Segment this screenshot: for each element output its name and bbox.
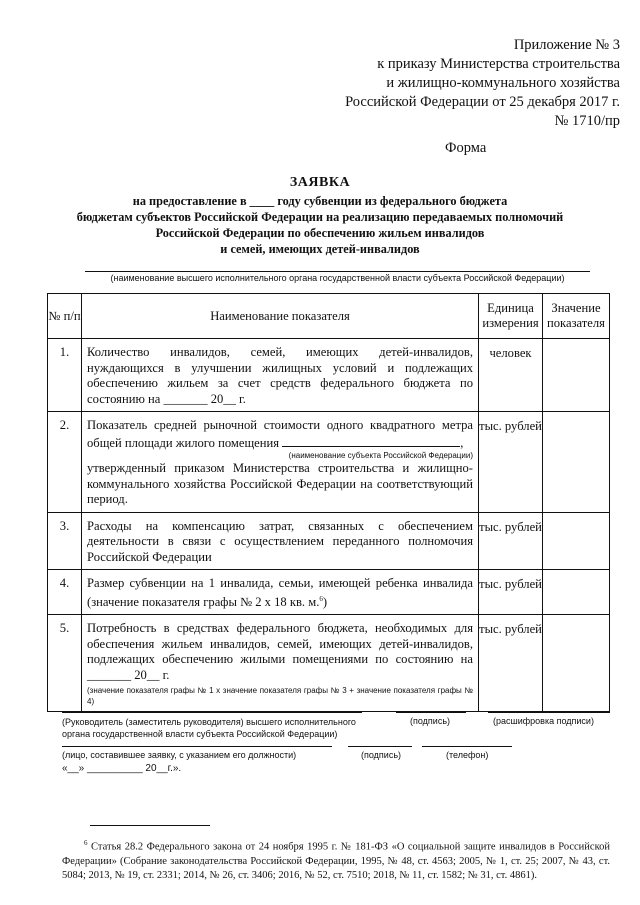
row-name-part: утвержденный приказом Министерства строительства и жилищно-коммунального хозяйства Российской Федерации на соответствующий период. bbox=[87, 461, 473, 506]
header-num: № п/п bbox=[48, 294, 82, 339]
organ-fill-line[interactable] bbox=[85, 271, 590, 272]
footnote bbox=[62, 836, 610, 883]
header-name: Наименование показателя bbox=[82, 294, 479, 339]
subject-caption: (наименование субъекта Российской Федерации) bbox=[288, 451, 473, 460]
footnote-separator bbox=[90, 825, 210, 826]
date-line[interactable]: «__» __________ 20__г.». bbox=[62, 763, 182, 774]
row-name-part: Потребность в средствах федерального бюджета, необходимых для обеспечения жильем инвалидов, семей, имеющих детей-инвалидов, подлежащих обеспечению жилыми помещениями по состоянию на _______ 20__ г. bbox=[87, 621, 473, 682]
subject-fill-line[interactable] bbox=[282, 434, 460, 447]
title-line: и семей, имеющих детей-инвалидов bbox=[220, 242, 420, 256]
row-name-part: ) bbox=[322, 594, 328, 609]
person-fill-line[interactable] bbox=[62, 746, 332, 747]
header-value: Значение показателя bbox=[543, 294, 610, 339]
row-unit: тыс. рублей bbox=[479, 570, 543, 615]
document-title bbox=[40, 175, 600, 257]
phone-caption: (телефон) bbox=[446, 750, 489, 760]
signature2-fill-line[interactable] bbox=[348, 746, 412, 747]
footnote-text: Статья 28.2 Федерального закона от 24 ноября 1995 г. № 181-ФЗ «О социальной защите инвалидов в Российской Федерации» (Собрание законодательства Российской Федерации, 1995, № 48, ст. 4563; 2005, № 1, ст. 25; 2007, № 43, ст. 5084; 2013, № 19, ст. 2331; 2014, № 26, ст. 3406; 2016, № 52, ст. 7510; 2018, № 11, ст. 1582; № 31, ст. 4861). bbox=[62, 841, 611, 881]
table-header-row bbox=[48, 294, 610, 339]
row-value-cell[interactable] bbox=[543, 570, 610, 615]
row-name: Расходы на компенсацию затрат, связанных с обеспечением деятельности в связи с осуществлением переданного полномочия Российской Федерации bbox=[82, 512, 479, 570]
table-row bbox=[48, 412, 610, 513]
table-row bbox=[48, 512, 610, 570]
row-value-cell[interactable] bbox=[543, 512, 610, 570]
row-num: 3. bbox=[48, 512, 82, 570]
appendix-line: Приложение № 3 bbox=[513, 37, 620, 53]
indicators-table bbox=[47, 293, 610, 712]
title-main: ЗАЯВКА bbox=[289, 175, 351, 190]
signature-caption: (подпись) bbox=[410, 716, 451, 726]
header-unit: Единица измерения bbox=[479, 294, 543, 339]
appendix-line: к приказу Министерства строительства bbox=[377, 56, 620, 72]
row-name-part: Показатель средней рыночной стоимости одного квадратного метра общей площади жилого помещения bbox=[87, 418, 473, 450]
signature2-caption: (подпись) bbox=[361, 750, 402, 760]
title-line: Российской Федерации по обеспечению жильем инвалидов bbox=[155, 226, 485, 240]
organ-caption: (наименование высшего исполнительного органа государственной власти субъекта Российской Федерации) bbox=[110, 273, 565, 283]
row-num: 5. bbox=[48, 615, 82, 712]
footnote-ref: 6 bbox=[319, 594, 323, 603]
row-name: Показатель средней рыночной стоимости одного квадратного метра общей площади жилого помещения , (наименование субъекта Российской Федерации) утвержденный приказом Министерства строительства и жилищно-коммунального хозяйства Российской Федерации на соответствующий период. bbox=[82, 412, 479, 513]
table-row bbox=[48, 615, 610, 712]
decoding-caption: (расшифровка подписи) bbox=[493, 716, 594, 726]
phone-fill-line[interactable] bbox=[422, 746, 512, 747]
row-value-cell[interactable] bbox=[543, 339, 610, 412]
appendix-line: и жилищно-коммунального хозяйства bbox=[386, 75, 620, 91]
row-value-cell[interactable] bbox=[543, 615, 610, 712]
row-num: 2. bbox=[48, 412, 82, 513]
row-name: Количество инвалидов, семей, имеющих детей-инвалидов, нуждающихся в улучшении жилищных условий и подлежащих обеспечению жильем за счет средств федерального бюджета по состоянию на _______ 20__ г. bbox=[82, 339, 479, 412]
title-line: бюджетам субъектов Российской Федерации на реализацию передаваемых полномочий bbox=[76, 210, 564, 224]
row-name-part: Размер субвенции на 1 инвалида, семьи, имеющей ребенка инвалида (значение показателя графы № 2 х 18 кв. м. bbox=[87, 576, 473, 609]
row-num: 1. bbox=[48, 339, 82, 412]
row-formula-note: (значение показателя графы № 1 х значение показателя графы № 3 + значение показателя графы № 4) bbox=[87, 686, 473, 707]
head-fill-line[interactable] bbox=[62, 712, 362, 713]
form-label: Форма bbox=[445, 140, 487, 156]
row-unit: тыс. рублей bbox=[479, 615, 543, 712]
head-caption: (Руководитель (заместитель руководителя) высшего исполнительного органа государственной власти субъекта Российской Федерации) bbox=[62, 717, 356, 739]
person-caption: (лицо, составившее заявку, с указанием его должности) bbox=[62, 750, 297, 760]
footnote-mark: 6 bbox=[84, 839, 88, 847]
title-line: на предоставление в ____ году субвенции из федерального бюджета bbox=[132, 194, 508, 208]
table-row bbox=[48, 570, 610, 615]
appendix-block bbox=[300, 36, 620, 131]
row-unit: тыс. рублей bbox=[479, 512, 543, 570]
appendix-line: № 1710/пр bbox=[554, 113, 620, 129]
table-row bbox=[48, 339, 610, 412]
signature-fill-line[interactable] bbox=[396, 712, 466, 713]
row-value-cell[interactable] bbox=[543, 412, 610, 513]
row-name bbox=[82, 570, 479, 615]
row-num: 4. bbox=[48, 570, 82, 615]
row-name bbox=[82, 615, 479, 712]
decoding-fill-line[interactable] bbox=[488, 712, 610, 713]
row-unit: тыс. рублей bbox=[479, 412, 543, 513]
appendix-line: Российской Федерации от 25 декабря 2017 г. bbox=[345, 94, 620, 110]
row-unit: человек bbox=[479, 339, 543, 412]
